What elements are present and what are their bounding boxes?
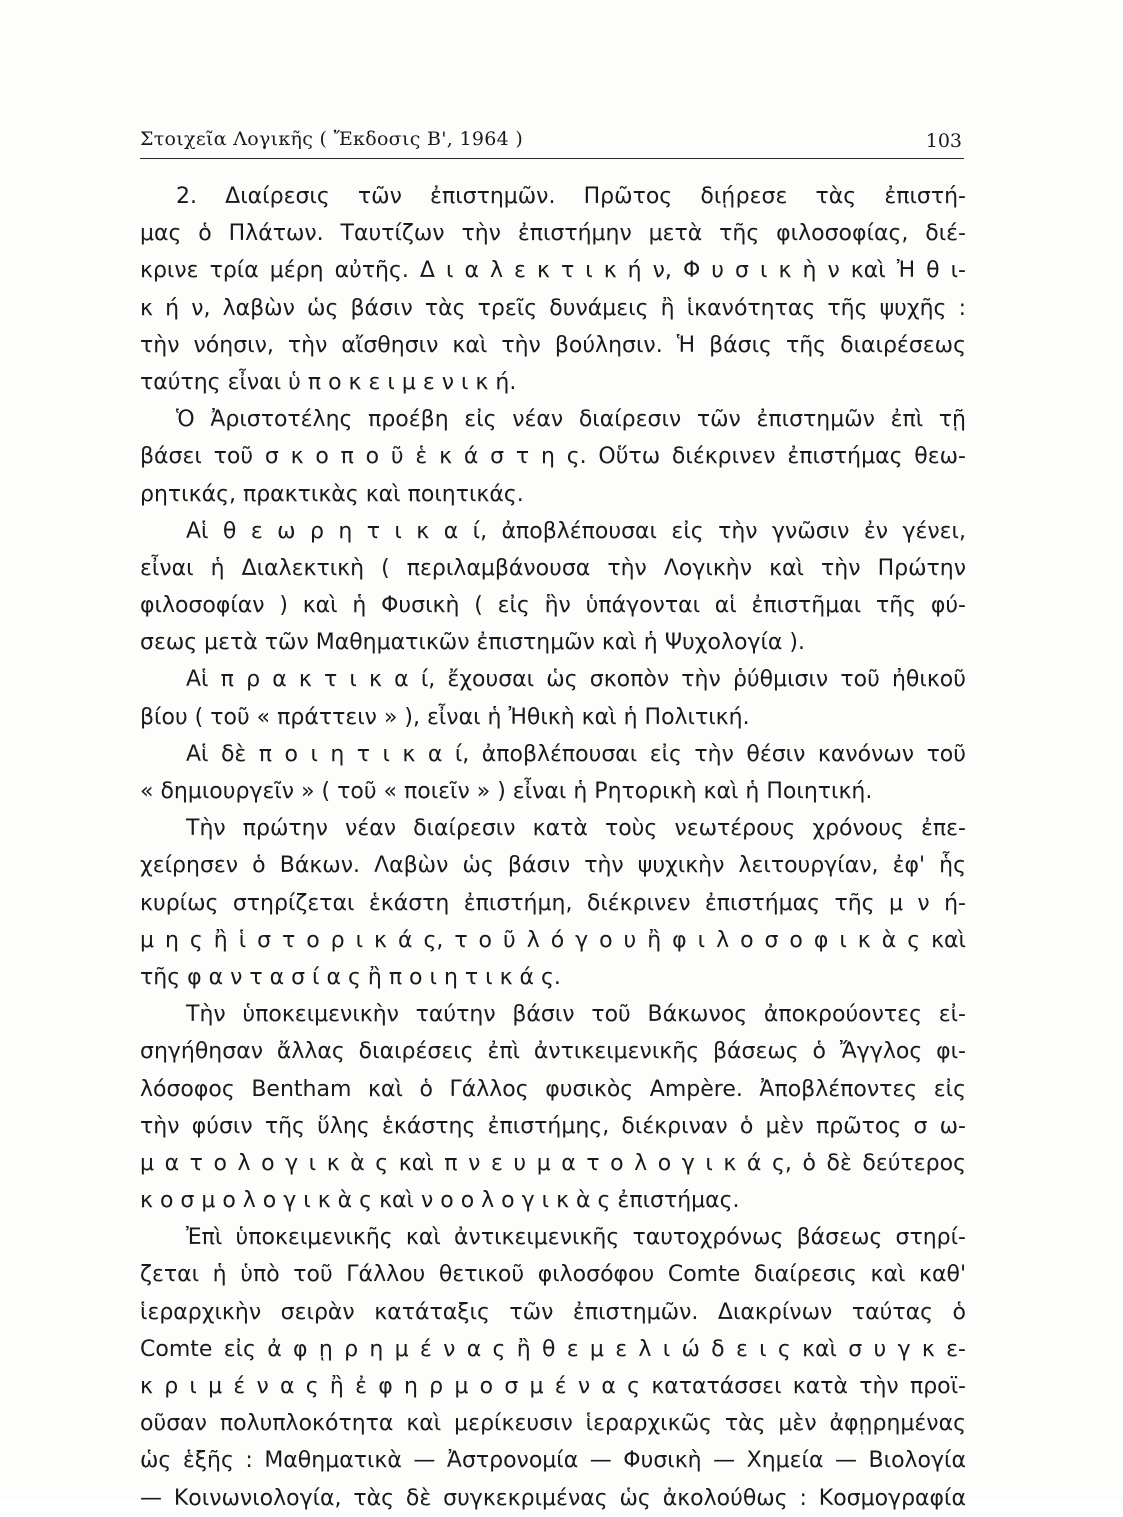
running-header bbox=[140, 124, 964, 159]
text-line: βίου ( τοῦ « πράττειν » ), εἶναι ἡ Ἠθικὴ καὶ ἡ Πολιτική. bbox=[140, 704, 750, 730]
text-line: χείρησεν ὁ Βάκων. Λαβὼν ὡς βάσιν τὴν ψυχικὴν λειτουργίαν, ἐφ' ἧς bbox=[140, 853, 966, 879]
text-line: τὴν νόησιν, τὴν αἴσθησιν καὶ τὴν βούλησιν. Ἡ βάσις τῆς διαιρέσεως bbox=[140, 332, 966, 358]
text-line: μας ὁ Πλάτων. Ταυτίζων τὴν ἐπιστήμην μετὰ τῆς φιλοσοφίας, διέ- bbox=[140, 221, 966, 247]
text-line: ὡς ἑξῆς : Μαθηματικὰ — Ἀστρονομία — Φυσικὴ — Χημεία — Βιολογία bbox=[140, 1448, 966, 1474]
text-line: σηγήθησαν ἄλλας διαιρέσεις ἐπὶ ἀντικειμενικῆς βάσεως ὁ Ἄγγλος φι- bbox=[140, 1039, 966, 1065]
running-title: Στοιχεῖα Λογικῆς ( Ἔκδοσις Β', 1964 ) bbox=[140, 128, 524, 150]
text-line: τῆς φ α ν τ α σ ί α ς ἢ π ο ι η τ ι κ ά ς. bbox=[140, 964, 561, 990]
text-line: — Κοινωνιολογία, τὰς δὲ συγκεκριμένας ὡς ἀκολούθως : Κοσμογραφία bbox=[140, 1485, 966, 1511]
text-line: κ ο σ μ ο λ ο γ ι κ ὰ ς καὶ ν ο ο λ ο γ ι κ ὰ ς ἐπιστήμας. bbox=[140, 1188, 740, 1214]
text-line: τὴν φύσιν τῆς ὕλης ἑκάστης ἐπιστήμης, διέκριναν ὁ μὲν πρῶτος σ ω- bbox=[140, 1113, 966, 1139]
paragraph-start-line: Αἱ π ρ α κ τ ι κ α ί, ἔχουσαι ὡς σκοπὸν τὴν ῥύθμισιν τοῦ ἠθικοῦ bbox=[186, 667, 966, 693]
text-line: Comte εἰς ἀ φ ῃ ρ η μ έ ν α ς ἢ θ ε μ ε λ ι ώ δ ε ι ς καὶ σ υ γ κ ε- bbox=[140, 1336, 966, 1362]
text-line: κ ή ν, λαβὼν ὡς βάσιν τὰς τρεῖς δυνάμεις ἢ ἱκανότητας τῆς ψυχῆς : bbox=[140, 295, 966, 321]
text-line: εἶναι ἡ Διαλεκτικὴ ( περιλαμβάνουσα τὴν Λογικὴν καὶ τὴν Πρώτην bbox=[140, 555, 966, 581]
paragraph-start-line: Τὴν πρώτην νέαν διαίρεσιν κατὰ τοὺς νεωτέρους χρόνους ἐπε- bbox=[186, 816, 966, 842]
text-line: σεως μετὰ τῶν Μαθηματικῶν ἐπιστημῶν καὶ ἡ Ψυχολογία ). bbox=[140, 630, 805, 656]
text-line: ἱεραρχικὴν σειρὰν κατάταξις τῶν ἐπιστημῶν. Διακρίνων ταύτας ὁ bbox=[140, 1299, 966, 1325]
text-line: ζεται ἡ ὑπὸ τοῦ Γάλλου θετικοῦ φιλοσόφου Comte διαίρεσις καὶ καθ' bbox=[140, 1262, 966, 1288]
text-line: κυρίως στηρίζεται ἑκάστη ἐπιστήμη, διέκρινεν ἐπιστήμας τῆς μ ν ή- bbox=[140, 890, 966, 916]
text-line: μ α τ ο λ ο γ ι κ ὰ ς καὶ π ν ε υ μ α τ ο λ ο γ ι κ ά ς, ὁ δὲ δεύτερος bbox=[140, 1150, 966, 1176]
paragraph-start-line: Ἐπὶ ὑποκειμενικῆς καὶ ἀντικειμενικῆς ταυτοχρόνως βάσεως στηρί- bbox=[186, 1225, 966, 1251]
body-text bbox=[140, 178, 966, 1517]
paragraph-start-line: Ὁ Ἀριστοτέλης προέβη εἰς νέαν διαίρεσιν τῶν ἐπιστημῶν ἐπὶ τῇ bbox=[176, 407, 966, 433]
paragraph-start-line: Αἱ δὲ π ο ι η τ ι κ α ί, ἀποβλέπουσαι εἰς τὴν θέσιν κανόνων τοῦ bbox=[186, 741, 966, 767]
text-line: ρητικάς, πρακτικὰς καὶ ποιητικάς. bbox=[140, 481, 524, 507]
text-line: κ ρ ι μ έ ν α ς ἢ ἐ φ η ρ μ ο σ μ έ ν α ς κατατάσσει κατὰ τὴν προϊ- bbox=[140, 1374, 966, 1399]
text-line: μ η ς ἢ ἱ σ τ ο ρ ι κ ά ς, τ ο ῦ λ ό γ ο υ ἢ φ ι λ ο σ ο φ ι κ ὰ ς καὶ bbox=[140, 927, 966, 953]
text-line: λόσοφος Bentham καὶ ὁ Γάλλος φυσικὸς Ampère. Ἀποβλέποντες εἰς bbox=[140, 1076, 966, 1102]
paragraph-start-line: Αἱ θ ε ω ρ η τ ι κ α ί, ἀποβλέπουσαι εἰς τὴν γνῶσιν ἐν γένει, bbox=[186, 518, 966, 544]
section-heading-line: 2. Διαίρεσις τῶν ἐπιστημῶν. Πρῶτος διῄρεσε τὰς ἐπιστή- bbox=[176, 184, 966, 209]
text-line: ταύτης εἶναι ὑ π ο κ ε ι μ ε ν ι κ ή. bbox=[140, 369, 517, 395]
text-line: κρινε τρία μέρη αὐτῆς. Δ ι α λ ε κ τ ι κ ή ν, Φ υ σ ι κ ὴ ν καὶ Ἠ θ ι- bbox=[140, 258, 966, 284]
text-line: βάσει τοῦ σ κ ο π ο ῦ ἑ κ ά σ τ η ς. Οὕτω διέκρινεν ἐπιστήμας θεω- bbox=[140, 444, 966, 470]
page-number: 103 bbox=[925, 130, 962, 152]
paragraph-start-line: Τὴν ὑποκειμενικὴν ταύτην βάσιν τοῦ Βάκωνος ἀποκρούοντες εἰ- bbox=[186, 1002, 966, 1028]
text-line: οῦσαν πολυπλοκότητα καὶ μερίκευσιν ἱεραρχικῶς τὰς μὲν ἀφῃρημένας bbox=[140, 1411, 966, 1437]
text-line: φιλοσοφίαν ) καὶ ἡ Φυσικὴ ( εἰς ἣν ὑπάγονται αἱ ἐπιστῆμαι τῆς φύ- bbox=[140, 593, 966, 619]
text-line: « δημιουργεῖν » ( τοῦ « ποιεῖν » ) εἶναι ἡ Ρητορικὴ καὶ ἡ Ποιητική. bbox=[140, 779, 873, 804]
